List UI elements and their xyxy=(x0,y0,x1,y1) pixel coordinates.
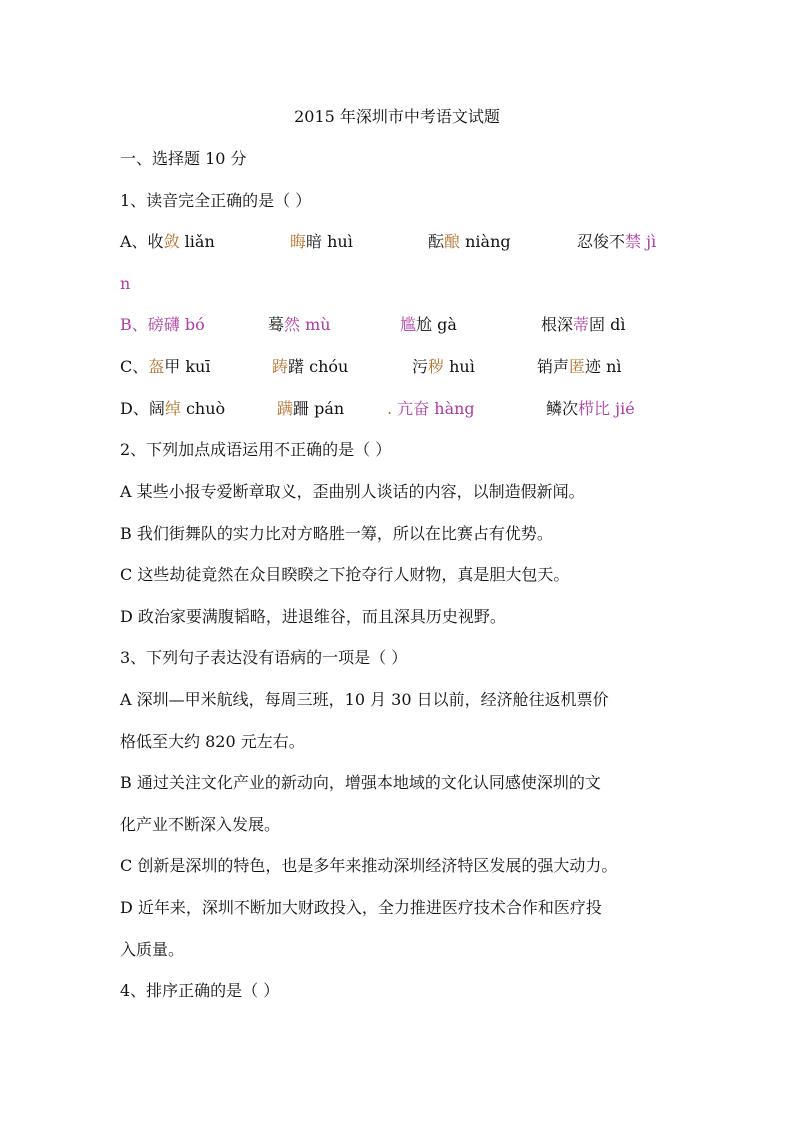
question-2-stem: 2、下列加点成语运用不正确的是（ ） xyxy=(120,440,392,459)
q1-a-item-3: 酝酿 niàng xyxy=(428,232,511,251)
q2-option-a: A 某些小报专爱断章取义，歪曲别人谈话的内容，以制造假新闻。 xyxy=(120,482,585,501)
q1-b-item-3: 尴尬 gà xyxy=(400,315,457,334)
q1-c-item-4: 销声匿迹 nì xyxy=(537,357,622,376)
q1-row-b xyxy=(0,315,794,337)
q1-d-item-2: 蹒跚 pán xyxy=(277,399,345,418)
q3-option-b-line-2: 化产业不断深入发展。 xyxy=(120,815,281,834)
q3-option-a-line-1: A 深圳—甲米航线，每周三班，10 月 30 日以前，经济舱往返机票价 xyxy=(120,690,609,709)
q3-option-b-line-1: B 通过关注文化产业的新动向，增强本地域的文化认同感使深圳的文 xyxy=(120,773,601,792)
question-4-stem: 4、排序正确的是（ ） xyxy=(120,981,280,1000)
q3-option-d-line-1: D 近年来，深圳不断加大财政投入，全力推进医疗技术合作和医疗投 xyxy=(120,898,602,917)
question-1-stem: 1、读音完全正确的是（ ） xyxy=(120,191,312,210)
q2-option-b: B 我们街舞队的实力比对方略胜一筹，所以在比赛占有优势。 xyxy=(120,524,553,543)
q2-option-d: D 政治家要满腹韬略，进退维谷，而且深具历史视野。 xyxy=(120,607,506,626)
q1-c-item-2: 踌躇 chóu xyxy=(272,357,349,376)
question-3-stem: 3、下列句子表达没有语病的一项是（ ） xyxy=(120,648,408,667)
q1-row-c xyxy=(0,357,794,379)
section-heading: 一、选择题 10 分 xyxy=(120,149,247,168)
q1-c-item-1: C、盔甲 kuī xyxy=(120,357,211,376)
page-title: 2015 年深圳市中考语文试题 xyxy=(294,107,500,126)
q1-a-item-1: A、收敛 liǎn xyxy=(120,232,215,251)
q2-option-c: C 这些劫徒竟然在众目睽睽之下抢夺行人财物，真是胆大包天。 xyxy=(120,565,570,584)
q3-option-d-line-2: 入质量。 xyxy=(120,940,185,959)
q1-a-item-4: 忍俊不禁 jì xyxy=(577,232,657,251)
q1-d-item-3: . 亢奋 hàng xyxy=(387,399,475,418)
q1-b-item-2: 蓦然 mù xyxy=(268,315,331,334)
q1-b-item-4: 根深蒂固 dì xyxy=(541,315,626,334)
q3-option-c: C 创新是深圳的特色，也是多年来推动深圳经济特区发展的强大动力。 xyxy=(120,856,618,875)
q1-d-item-1: D、阔绰 chuò xyxy=(120,399,226,418)
q1-a-item-2: 晦暗 huì xyxy=(290,232,353,251)
q1-row-a-wrap: n xyxy=(120,274,131,293)
q1-d-item-4: 鳞次栉比 jié xyxy=(546,399,635,418)
q1-c-item-3: 污秽 huì xyxy=(412,357,475,376)
q1-b-item-1: B、磅礴 bó xyxy=(120,315,205,334)
q3-option-a-line-2: 格低至大约 820 元左右。 xyxy=(120,732,305,751)
q1-row-a xyxy=(0,232,794,254)
q1-row-d xyxy=(0,399,794,421)
